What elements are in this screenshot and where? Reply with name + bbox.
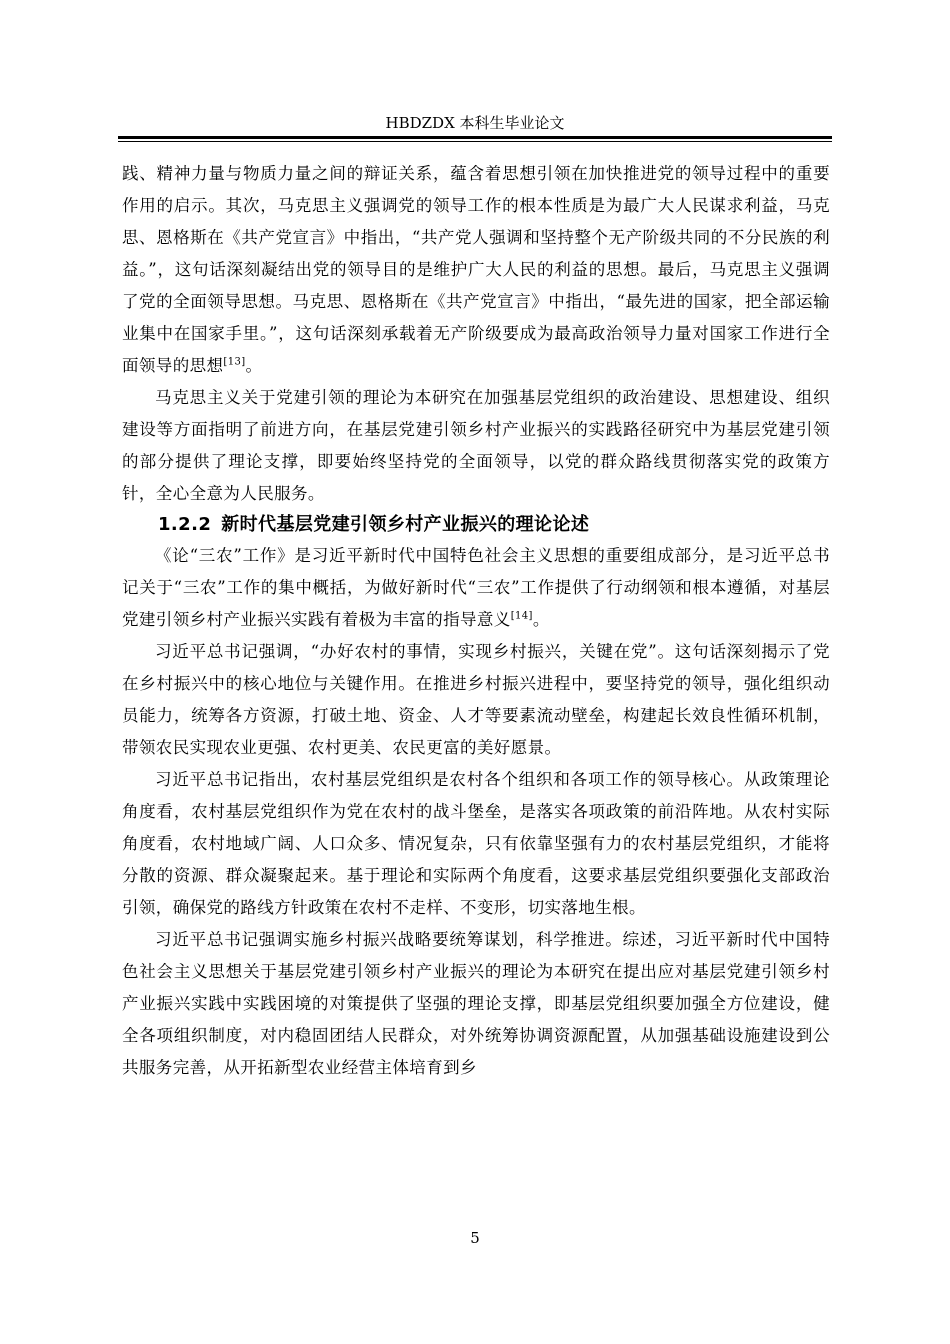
citation: [14]	[510, 610, 533, 622]
section-title: 新时代基层党建引领乡村产业振兴的理论论述	[221, 514, 590, 535]
paragraph: 践、精神力量与物质力量之间的辩证关系，蕴含着思想引领在加快推进党的领导过程中的重要作用的启示。其次，马克思主义强调党的领导工作的根本性质是为最广大人民谋求利益，马克思、恩格斯在《共产党宣言》中指出，“共产党人强调和坚持整个无产阶级共同的不分民族的利益。”，这句话深刻凝结出党的领导目的是维护广大人民的利益的思想。最后，马克思主义强调了党的全面领导思想。马克思、恩格斯在《共产党宣言》中指出，“最先进的国家，把全部运输业集中在国家手里。”，这句话深刻承载着无产阶级要成为最高政治领导力量对国家工作进行全面领导的思想[13]。	[122, 164, 830, 375]
paragraph: 习近平总书记强调，“办好农村的事情，实现乡村振兴，关键在党”。这句话深刻揭示了党在乡村振兴中的核心地位与关键作用。在推进乡村振兴进程中，要坚持党的领导，强化组织动员能力，统筹各方资源，打破土地、资金、人才等要素流动壁垒，构建起长效良性循环机制，带领农民实现农业更强、农村更美、农民更富的美好愿景。	[122, 642, 830, 757]
paragraph: 马克思主义关于党建引领的理论为本研究在加强基层党组织的政治建设、思想建设、组织建设等方面指明了前进方向，在基层党建引领乡村产业振兴的实践路径研究中为基层党建引领的部分提供了理论支撑，即要始终坚持党的全面领导，以党的群众路线贯彻落实党的政策方针，全心全意为人民服务。	[122, 388, 830, 503]
paragraph: 习近平总书记指出，农村基层党组织是农村各个组织和各项工作的领导核心。从政策理论角度看，农村基层党组织作为党在农村的战斗堡垒，是落实各项政策的前沿阵地。从农村实际角度看，农村地域广阔、人口众多、情况复杂，只有依靠坚强有力的农村基层党组织，才能将分散的资源、群众凝聚起来。基于理论和实际两个角度看，这要求基层党组织要强化支部政治引领，确保党的路线方针政策在农村不走样、不变形，切实落地生根。	[122, 770, 830, 917]
body-text	[122, 158, 830, 1084]
section-heading	[122, 510, 830, 540]
section-number: 1.2.2	[158, 514, 212, 535]
header-rule-thick	[118, 136, 832, 139]
citation: [13]	[223, 356, 246, 368]
paragraph: 《论“三农”工作》是习近平新时代中国特色社会主义思想的重要组成部分，是习近平总书记关于“三农”工作的集中概括，为做好新时代“三农”工作提供了行动纲领和根本遵循，对基层党建引领乡村产业振兴实践有着极为丰富的指导意义[14]。	[122, 546, 830, 629]
page-header: HBDZDX 本科生毕业论文	[385, 114, 565, 132]
paragraph: 习近平总书记强调实施乡村振兴战略要统筹谋划，科学推进。综述，习近平新时代中国特色社会主义思想关于基层党建引领乡村产业振兴的理论为本研究在提出应对基层党建引领乡村产业振兴实践中实践困境的对策提供了坚强的理论支撑，即基层党组织要加强全方位建设，健全各项组织制度，对内稳固团结人民群众，对外统筹协调资源配置，从加强基础设施建设到公共服务完善，从开拓新型农业经营主体培育到乡	[122, 930, 830, 1077]
page-number: 5	[470, 1229, 480, 1247]
header-rule-thin	[118, 141, 832, 142]
